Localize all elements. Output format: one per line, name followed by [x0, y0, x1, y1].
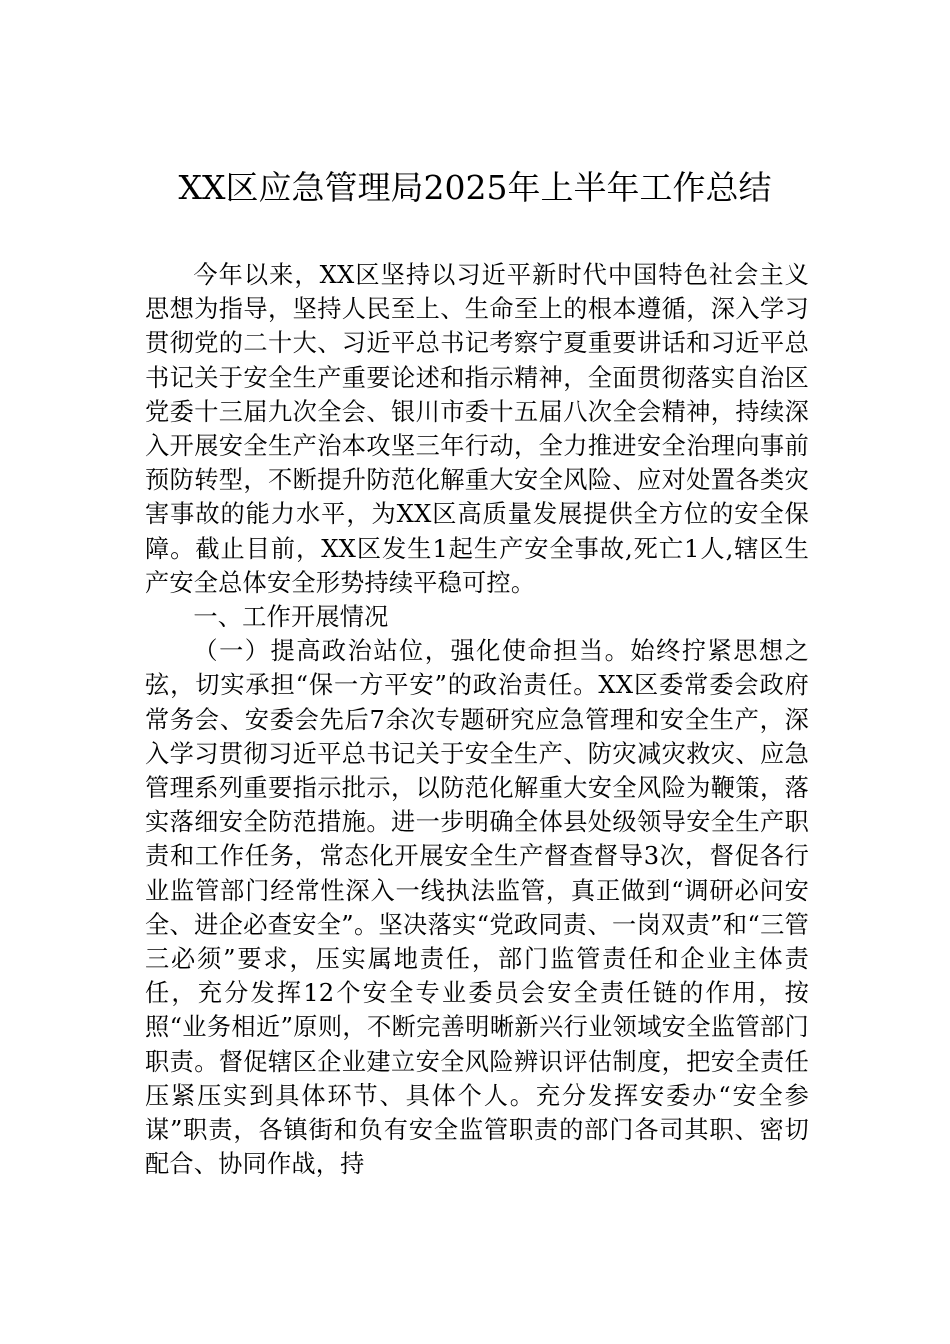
- document-title: XX区应急管理局2025年上半年工作总结: [178, 168, 772, 207]
- document-body: [145, 258, 809, 1181]
- subsection-paragraph: （一）提高政治站位，强化使命担当。始终拧紧思想之弦，切实承担“保一方平安”的政治责任。XX区委常委会政府常务会、安委会先后7余次专题研究应急管理和安全生产，深入学习贯彻习近平总书记关于安全生产、防灾减灾救灾、应急管理系列重要指示批示，以防范化解重大安全风险为鞭策，落实落细安全防范措施。进一步明确全体县处级领导安全生产职责和工作任务，常态化开展安全生产督查督导3次，督促各行业监管部门经常性深入一线执法监管，真正做到“调研必问安全、进企必查安全”。坚决落实“党政同责、一岗双责”和“三管三必须”要求，压实属地责任，部门监管责任和企业主体责任，充分发挥12个安全专业委员会安全责任链的作用，按照“业务相近”原则，不断完善明晰新兴行业领域安全监管部门职责。督促辖区企业建立安全风险辨识评估制度，把安全责任压紧压实到具体环节、具体个人。充分发挥安委办“安全参谋”职责，各镇街和负有安全监管职责的部门各司其职、密切配合、协同作战，持: [145, 637, 809, 1179]
- section-heading: 一、工作开展情况: [193, 603, 389, 632]
- intro-paragraph: 今年以来，XX区坚持以习近平新时代中国特色社会主义思想为指导，坚持人民至上、生命至上的根本遵循，深入学习贯彻党的二十大、习近平总书记考察宁夏重要讲话和习近平总书记关于安全生产重要论述和指示精神，全面贯彻落实自治区党委十三届九次全会、银川市委十五届八次全会精神，持续深入开展安全生产治本攻坚三年行动，全力推进安全治理向事前预防转型，不断提升防范化解重大安全风险、应对处置各类灾害事故的能力水平，为XX区高质量发展提供全方位的安全保障。截止目前，XX区发生1起生产安全事故,死亡1人,辖区生产安全总体安全形势持续平稳可控。: [145, 261, 809, 597]
